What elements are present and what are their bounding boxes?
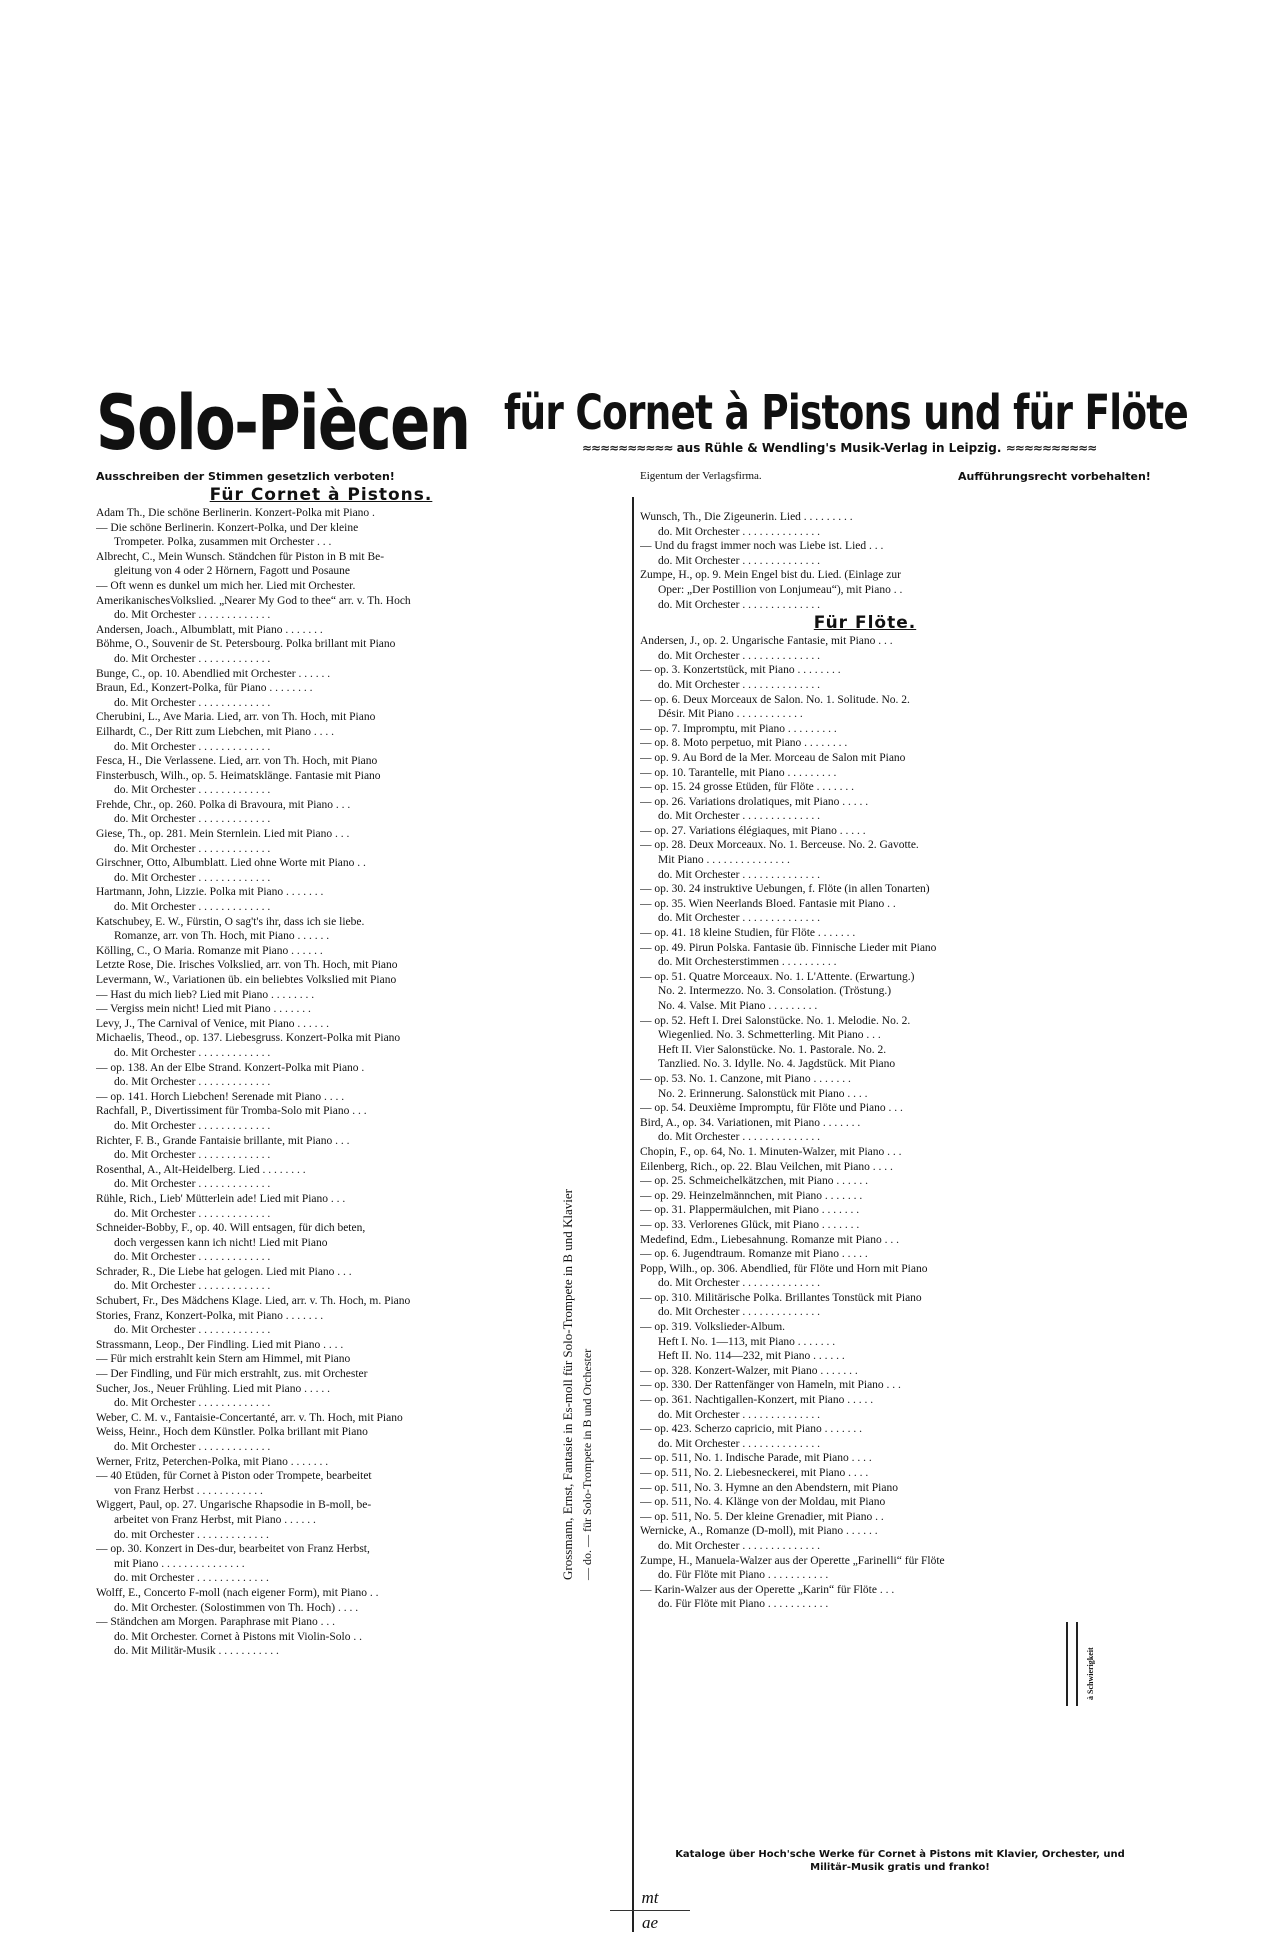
handwritten-rule (610, 1910, 690, 1911)
catalog-entry-line: do. Mit Orchester . . . . . . . . . . . . . . (658, 1306, 820, 1319)
catalog-entry-line: — op. 28. Deux Morceaux. No. 1. Berceuse. No. 2. Gavotte. (640, 839, 919, 852)
catalog-entry-line: Letzte Rose, Die. Irisches Volkslied, arr. von Th. Hoch, mit Piano (96, 959, 398, 972)
catalog-entry-line: — op. 310. Militärische Polka. Brillantes Tonstück mit Piano (640, 1291, 922, 1304)
catalog-entry-line: — op. 3. Konzertstück, mit Piano . . . . . . . . (640, 664, 841, 677)
handwritten-top: mt (641, 1888, 659, 1907)
catalog-entry-line: Weiss, Heinr., Hoch dem Künstler. Polka brillant mit Piano (96, 1426, 368, 1439)
catalog-entry-line: do. Mit Orchester . . . . . . . . . . . . . (114, 813, 271, 826)
catalog-entry-line: — op. 319. Volkslieder-Album. (640, 1321, 786, 1334)
catalog-entry-line: do. Mit Orchester . . . . . . . . . . . . . . (658, 868, 820, 881)
catalog-entry-line: do. Mit Orchester . . . . . . . . . . . . . (114, 1178, 271, 1191)
handwritten-mark (610, 1887, 690, 1934)
catalog-entry-line: No. 2. Erinnerung. Salonstück mit Piano . . . . (658, 1087, 868, 1100)
catalog-entry-line: do. Mit Orchester . . . . . . . . . . . . . . (658, 1408, 820, 1421)
catalog-entry-line: do. Mit Orchester . . . . . . . . . . . . . . (658, 525, 820, 538)
masthead (96, 378, 1189, 475)
flute-column (640, 510, 1090, 1612)
catalog-entry-line: Medefind, Edm., Liebesahnung. Romanze mit Piano . . . (640, 1233, 900, 1246)
catalog-entry-line: Böhme, O., Souvenir de St. Petersbourg. Polka brillant mit Piano (96, 638, 396, 651)
catalog-entry-line: Wiggert, Paul, op. 27. Ungarische Rhapsodie in B-moll, be- (96, 1499, 372, 1512)
catalog-entry-line: Bird, A., op. 34. Variationen, mit Piano . . . . . . . (640, 1116, 861, 1129)
catalog-entry-line: do. mit Orchester . . . . . . . . . . . . . (114, 1572, 269, 1585)
catalog-entry-line: Hartmann, John, Lizzie. Polka mit Piano . . . . . . . (96, 886, 324, 899)
catalog-entry-line: do. Mit Orchester . . . . . . . . . . . . . (114, 652, 271, 665)
catalog-entry-line: Popp, Wilh., op. 306. Abendlied, für Flöte und Horn mit Piano (640, 1262, 928, 1275)
catalog-entry-line: — op. 6. Deux Morceaux de Salon. No. 1. Solitude. No. 2. (640, 693, 910, 706)
catalog-entry-line: — op. 511, No. 2. Liebesneckerei, mit Piano . . . . (640, 1467, 869, 1479)
catalog-entry-line: — 40 Etüden, für Cornet à Piston oder Trompete, bearbeitet (96, 1470, 372, 1483)
catalog-entry-line: do. Mit Orchester . . . . . . . . . . . . . (114, 1441, 271, 1453)
catalog-entry-line: Andersen, J., op. 2. Ungarische Fantasie, mit Piano . . . (640, 635, 893, 648)
catalog-entry-line: Eilenberg, Rich., op. 22. Blau Veilchen, mit Piano . . . . (640, 1160, 893, 1173)
catalog-entry-line: AmerikanischesVolkslied. „Nearer My God to thee“ arr. v. Th. Hoch (96, 594, 411, 607)
page-title: Solo-Piècen (96, 378, 470, 467)
catalog-entry-line: — op. 29. Heinzelmännchen, mit Piano . . . . . . . (640, 1189, 863, 1202)
catalog-entry-line: Mit Piano . . . . . . . . . . . . . . . (658, 854, 790, 867)
page-subtitle: für Cornet à Pistons und für Flöte (504, 385, 1189, 441)
catalog-entry-line: Désir. Mit Piano . . . . . . . . . . . . (658, 708, 803, 721)
catalog-entry-line: Schrader, R., Die Liebe hat gelogen. Lied mit Piano . . . (96, 1265, 352, 1278)
vertical-note (560, 880, 620, 1580)
catalog-entry-line: do. Mit Orchester . . . . . . . . . . . . . (114, 842, 271, 855)
catalog-entry-line: — op. 141. Horch Liebchen! Serenade mit Piano . . . . (96, 1090, 345, 1103)
catalog-entry-line: — op. 53. No. 1. Canzone, mit Piano . . . . . . . (640, 1072, 851, 1085)
catalog-entry-line: do. Mit Orchester . . . . . . . . . . . . . . (658, 1539, 820, 1552)
catalog-entry-line: do. Mit Orchester . . . . . . . . . . . . . (114, 1207, 271, 1220)
catalog-entry-line: Michaelis, Theod., op. 137. Liebesgruss. Konzert-Polka mit Piano (96, 1032, 401, 1045)
catalog-entry-line: Wernicke, A., Romanze (D-moll), mit Piano . . . . . . (640, 1525, 878, 1538)
catalog-entry-line: — op. 31. Plappermäulchen, mit Piano . . . . . . . (640, 1204, 860, 1217)
catalog-entry-line: do. Für Flöte mit Piano . . . . . . . . . . . (658, 1598, 829, 1611)
catalog-entry-line: do. Mit Orchester . . . . . . . . . . . . . . (658, 912, 820, 925)
catalog-entry-line: — op. 511, No. 1. Indische Parade, mit Piano . . . . (640, 1452, 872, 1465)
ownership-notice: Eigentum der Verlagsfirma. (640, 470, 762, 482)
catalog-entry-line: do. Mit Orchester . . . . . . . . . . . . . (114, 871, 271, 884)
catalog-entry-line: — op. 6. Jugendtraum. Romanze mit Piano . . . . . (640, 1248, 868, 1261)
catalog-entry-line: — op. 7. Impromptu, mit Piano . . . . . . . . . (640, 722, 837, 735)
cornet-column (96, 484, 546, 1659)
catalog-entry-line: — Vergiss mein nicht! Lied mit Piano . . . . . . . (96, 1003, 311, 1016)
ornament-left: ≈≈≈≈≈≈≈≈≈≈ (581, 441, 673, 455)
catalog-entry-line: do. Mit Orchester . . . . . . . . . . . . . (114, 1397, 271, 1410)
catalog-entry-line: von Franz Herbst . . . . . . . . . . . . (114, 1484, 263, 1497)
catalog-entry-line: do. Mit Orchester . . . . . . . . . . . . . . (658, 678, 820, 691)
catalog-entry-line: Chopin, F., op. 64, No. 1. Minuten-Walzer, mit Piano . . . (640, 1145, 902, 1158)
catalog-entry-line: — Oft wenn es dunkel um mich her. Lied mit Orchester. (96, 579, 356, 592)
catalog-entry-line: Adam Th., Die schöne Berlinerin. Konzert-Polka mit Piano . (96, 507, 375, 519)
catalog-entry-line: Heft I. No. 1—113, mit Piano . . . . . . . (658, 1335, 836, 1348)
catalog-entry-line: Romanze, arr. von Th. Hoch, mit Piano . . . . . . (114, 930, 330, 943)
catalog-entry-line: arbeitet von Franz Herbst, mit Piano . . . . . . (114, 1513, 316, 1526)
catalog-entry-line: do. Mit Orchester. (Solostimmen von Th. Hoch) . . . . (114, 1601, 359, 1614)
catalog-entry-line: do. Mit Orchester . . . . . . . . . . . . . (114, 784, 271, 797)
catalog-entry-line: Richter, F. B., Grande Fantaisie brillante, mit Piano . . . (96, 1134, 350, 1147)
catalog-entry-line: do. Mit Orchester . . . . . . . . . . . . . (114, 609, 271, 622)
footer-line-2: Militär-Musik gratis und franko! (810, 1862, 990, 1873)
difficulty-bracket (1066, 1622, 1078, 1706)
performance-notice: Aufführungsrecht vorbehalten! (958, 470, 1151, 483)
catalog-entry-line: do. mit Orchester . . . . . . . . . . . . . (114, 1528, 269, 1541)
catalog-entry-line: do. Mit Orchester . . . . . . . . . . . . . . (658, 810, 820, 823)
catalog-entry-line: — op. 49. Pirun Polska. Fantasie üb. Finnische Lieder mit Piano (640, 941, 937, 954)
catalog-entry-line: — Der Findling, und Für mich erstrahlt, zus. mit Orchester (96, 1368, 368, 1381)
difficulty-label: à Schwierigkeit (1086, 1647, 1095, 1700)
catalog-entry-line: — op. 511, No. 4. Klänge von der Moldau, mit Piano (640, 1496, 886, 1509)
footer-line-1: Kataloge über Hoch'sche Werke für Cornet à Pistons mit Klavier, Orchester, und (675, 1849, 1125, 1860)
catalog-entry-line: do. Mit Orchester . . . . . . . . . . . . . . (658, 598, 820, 611)
publisher-name: aus Rühle & Wendling's Musik-Verlag in Leipzig. (676, 441, 1002, 455)
catalog-entry-line: Finsterbusch, Wilh., op. 5. Heimatsklänge. Fantasie mit Piano (96, 769, 381, 782)
catalog-entry-line: — op. 30. Konzert in Des-dur, bearbeitet von Franz Herbst, (96, 1543, 370, 1556)
catalog-entry-line: No. 4. Valse. Mit Piano . . . . . . . . . (658, 1000, 818, 1012)
catalog-entry-line: — op. 30. 24 instruktive Uebungen, f. Flöte (in allen Tonarten) (640, 883, 930, 896)
catalog-entry-line: doch vergessen kann ich nicht! Lied mit Piano (114, 1236, 328, 1249)
catalog-entry-line: do. Mit Orchester . . . . . . . . . . . . . . (658, 1277, 820, 1290)
catalog-entry-line: — op. 328. Konzert-Walzer, mit Piano . . . . . . . (640, 1364, 858, 1377)
catalog-entry-line: — op. 15. 24 grosse Etüden, für Flöte . . . . . . . (640, 781, 855, 794)
catalog-entry-line: gleitung von 4 oder 2 Hörnern, Fagott und Posaune (114, 565, 351, 578)
vertical-note-line-1: Grossmann, Ernst, Fantasie in Es-moll für Solo-Trompete in B und Klavier (560, 1189, 575, 1580)
catalog-entry-line: do. Mit Orchester . . . . . . . . . . . . . (114, 1280, 271, 1293)
catalog-entry-line: do. Mit Orchester . . . . . . . . . . . . . (114, 1251, 271, 1264)
catalog-entry-line: Heft II. No. 114—232, mit Piano . . . . . . (658, 1350, 845, 1363)
catalog-entry-line: Rosenthal, A., Alt-Heidelberg. Lied . . . . . . . . (96, 1163, 306, 1176)
catalog-entry-line: — Ständchen am Morgen. Paraphrase mit Piano . . . (96, 1616, 336, 1629)
catalog-entry-line: Schubert, Fr., Des Mädchens Klage. Lied, arr. v. Th. Hoch, m. Piano (96, 1295, 411, 1308)
catalog-entry-line: Girschner, Otto, Albumblatt. Lied ohne Worte mit Piano . . (96, 857, 366, 870)
catalog-entry-line: — op. 511, No. 5. Der kleine Grenadier, mit Piano . . (640, 1510, 884, 1523)
catalog-entry-line: do. Mit Orchester . . . . . . . . . . . . . (114, 740, 271, 753)
catalog-entry-line: do. Mit Orchester . . . . . . . . . . . . . (114, 901, 271, 914)
catalog-entry-line: Braun, Ed., Konzert-Polka, für Piano . . . . . . . . (96, 682, 313, 695)
catalog-entry-line: Albrecht, C., Mein Wunsch. Ständchen für Piston in B mit Be- (96, 550, 385, 563)
catalog-entry-line: do. Mit Militär-Musik . . . . . . . . . . . (114, 1645, 279, 1658)
catalog-entry-line: — op. 33. Verlorenes Glück, mit Piano . . . . . . . (640, 1218, 860, 1231)
catalog-entry-line: Wolff, E., Concerto F-moll (nach eigener Form), mit Piano . . (96, 1586, 379, 1599)
catalog-entry-line: Weber, C. M. v., Fantaisie-Concertanté, arr. v. Th. Hoch, mit Piano (96, 1411, 403, 1424)
section-heading-flute: Für Flöte. (813, 613, 917, 634)
catalog-entry-line: — Hast du mich lieb? Lied mit Piano . . . . . . . . (96, 988, 315, 1001)
catalog-entry-line: Zumpe, H., op. 9. Mein Engel bist du. Lied. (Einlage zur (640, 569, 901, 582)
publisher-line (508, 441, 1170, 459)
catalog-entry-line: Stories, Franz, Konzert-Polka, mit Piano . . . . . . . (96, 1309, 324, 1322)
catalog-entry-line: — Die schöne Berlinerin. Konzert-Polka, und Der kleine (96, 521, 359, 534)
catalog-entry-line: Schneider-Bobby, F., op. 40. Will entsagen, für dich beten, (96, 1222, 366, 1235)
catalog-entry-line: Cherubini, L., Ave Maria. Lied, arr. von Th. Hoch, mit Piano (96, 711, 376, 724)
catalog-entry-line: do. Mit Orchester . . . . . . . . . . . . . . (658, 649, 820, 662)
catalog-entry-line: Zumpe, H., Manuela-Walzer aus der Operette „Farinelli“ für Flöte (640, 1554, 945, 1567)
catalog-entry-line: Werner, Fritz, Peterchen-Polka, mit Piano . . . . . . . (96, 1455, 329, 1468)
catalog-entry-line: Rachfall, P., Divertissiment für Tromba-Solo mit Piano . . . (96, 1105, 367, 1118)
catalog-entry-line: — op. 361. Nachtigallen-Konzert, mit Piano . . . . . (640, 1394, 874, 1407)
catalog-entry-line: Trompeter. Polka, zusammen mit Orchester . . . (114, 536, 332, 549)
catalog-entry-line: — op. 54. Deuxième Impromptu, für Flöte und Piano . . . (640, 1102, 903, 1115)
catalog-entry-line: — op. 10. Tarantelle, mit Piano . . . . . . . . . (640, 766, 837, 779)
catalog-entry-line: do. Mit Orchester . . . . . . . . . . . . . . (658, 1437, 820, 1450)
catalog-entry-line: Heft II. Vier Salonstücke. No. 1. Pastorale. No. 2. (658, 1043, 887, 1056)
catalog-entry-line: Frehde, Chr., op. 260. Polka di Bravoura, mit Piano . . . (96, 798, 351, 811)
catalog-entry-line: — op. 423. Scherzo capricio, mit Piano . . . . . . . (640, 1423, 862, 1436)
catalog-entry-line: Wunsch, Th., Die Zigeunerin. Lied . . . . . . . . . (640, 511, 853, 523)
column-divider (632, 497, 634, 1932)
catalog-entry-line: Fesca, H., Die Verlassene. Lied, arr. von Th. Hoch, mit Piano (96, 755, 378, 768)
catalog-entry-line: mit Piano . . . . . . . . . . . . . . . (114, 1557, 245, 1570)
catalog-entry-line: Rühle, Rich., Lieb' Mütterlein ade! Lied mit Piano . . . (96, 1192, 346, 1205)
catalog-entry-line: — op. 41. 18 kleine Studien, für Flöte . . . . . . . (640, 927, 856, 940)
catalog-entry-line: — Karin-Walzer aus der Operette „Karin“ für Flöte . . . (640, 1583, 895, 1596)
catalog-entry-line: Wiegenlied. No. 3. Schmetterling. Mit Piano . . . (658, 1029, 881, 1042)
catalog-entry-line: — op. 27. Variations élégiaques, mit Piano . . . . . (640, 824, 866, 837)
catalog-entry-line: — op. 8. Moto perpetuo, mit Piano . . . . . . . . (640, 737, 848, 750)
catalog-entry-line: do. Mit Orchesterstimmen . . . . . . . . . . (658, 956, 837, 969)
copy-notice: Ausschreiben der Stimmen gesetzlich verboten! (96, 470, 395, 483)
catalog-entry-line: Bunge, C., op. 10. Abendlied mit Orchester . . . . . . (96, 667, 331, 680)
catalog-entry-line: do. Mit Orchester . . . . . . . . . . . . . (114, 696, 271, 709)
catalog-entry-line: — op. 35. Wien Neerlands Bloed. Fantasie mit Piano . . (640, 897, 896, 910)
catalog-entry-line: Sucher, Jos., Neuer Frühling. Lied mit Piano . . . . . (96, 1382, 330, 1395)
catalog-entry-line: Giese, Th., op. 281. Mein Sternlein. Lied mit Piano . . . (96, 828, 350, 841)
catalog-entry-line: do. Mit Orchester . . . . . . . . . . . . . (114, 1149, 271, 1162)
catalog-entry-line: No. 2. Intermezzo. No. 3. Consolation. (Tröstung.) (658, 985, 892, 998)
catalog-entry-line: Levermann, W., Variationen üb. ein beliebtes Volkslied mit Piano (96, 974, 397, 986)
catalog-entry-line: — op. 52. Heft I. Drei Salonstücke. No. 1. Melodie. No. 2. (640, 1014, 911, 1027)
catalog-entry-line: — op. 330. Der Rattenfänger von Hameln, mit Piano . . . (640, 1379, 901, 1392)
catalog-footer (600, 1848, 1200, 1874)
catalog-entry-line: do. Mit Orchester . . . . . . . . . . . . . (114, 1046, 271, 1059)
catalog-entry-line: — op. 25. Schmeichelkätzchen, mit Piano . . . . . . (640, 1175, 869, 1188)
catalog-entry-line: Eilhardt, C., Der Ritt zum Liebchen, mit Piano . . . . (96, 725, 334, 738)
section-heading-cornet: Für Cornet à Pistons. (209, 485, 433, 505)
catalog-entry-line: do. Mit Orchester . . . . . . . . . . . . . . (658, 554, 820, 567)
catalog-entry-line: do. Mit Orchester . . . . . . . . . . . . . (114, 1324, 271, 1337)
catalog-entry-line: Levy, J., The Carnival of Venice, mit Piano . . . . . . (96, 1017, 329, 1030)
catalog-entry-line: Tanzlied. No. 3. Idylle. No. 4. Jagdstück. Mit Piano (658, 1058, 896, 1071)
catalog-entry-line: do. Für Flöte mit Piano . . . . . . . . . . . (658, 1569, 829, 1582)
catalog-entry-line: Oper: „Der Postillion von Lonjumeau“), mit Piano . . (658, 583, 903, 596)
catalog-entry-line: do. Mit Orchester. Cornet à Pistons mit Violin-Solo . . (114, 1630, 362, 1643)
catalog-entry-line: do. Mit Orchester . . . . . . . . . . . . . . (658, 1131, 820, 1144)
catalog-entry-line: do. Mit Orchester . . . . . . . . . . . . . (114, 1076, 271, 1089)
catalog-entry-line: Strassmann, Leop., Der Findling. Lied mit Piano . . . . (96, 1338, 344, 1351)
catalog-entry-line: Katschubey, E. W., Fürstin, O sag't's ihr, dass ich sie liebe. (96, 915, 365, 928)
vertical-note-line-2: — do. — für Solo-Trompete in B und Orchester (580, 1348, 594, 1580)
catalog-entry-line: — Für mich erstrahlt kein Stern am Himmel, mit Piano (96, 1353, 351, 1366)
ornament-right: ≈≈≈≈≈≈≈≈≈≈ (1005, 441, 1097, 455)
catalog-entry-line: — op. 9. Au Bord de la Mer. Morceau de Salon mit Piano (640, 751, 906, 764)
catalog-entry-line: — op. 26. Variations drolatiques, mit Piano . . . . . (640, 795, 869, 808)
catalog-entry-line: — Und du fragst immer noch was Liebe ist. Lied . . . (640, 540, 884, 553)
catalog-entry-line: Andersen, Joach., Albumblatt, mit Piano . . . . . . . (96, 623, 323, 636)
catalog-entry-line: — op. 51. Quatre Morceaux. No. 1. L'Attente. (Erwartung.) (640, 970, 915, 983)
handwritten-bottom: ae (641, 1913, 659, 1932)
catalog-entry-line: — op. 138. An der Elbe Strand. Konzert-Polka mit Piano . (96, 1061, 365, 1074)
catalog-entry-line: do. Mit Orchester . . . . . . . . . . . . . (114, 1119, 271, 1132)
catalog-entry-line: — op. 511, No. 3. Hymne an den Abendstern, mit Piano (640, 1481, 898, 1494)
catalog-entry-line: Kölling, C., O Maria. Romanze mit Piano . . . . . . (96, 944, 323, 957)
